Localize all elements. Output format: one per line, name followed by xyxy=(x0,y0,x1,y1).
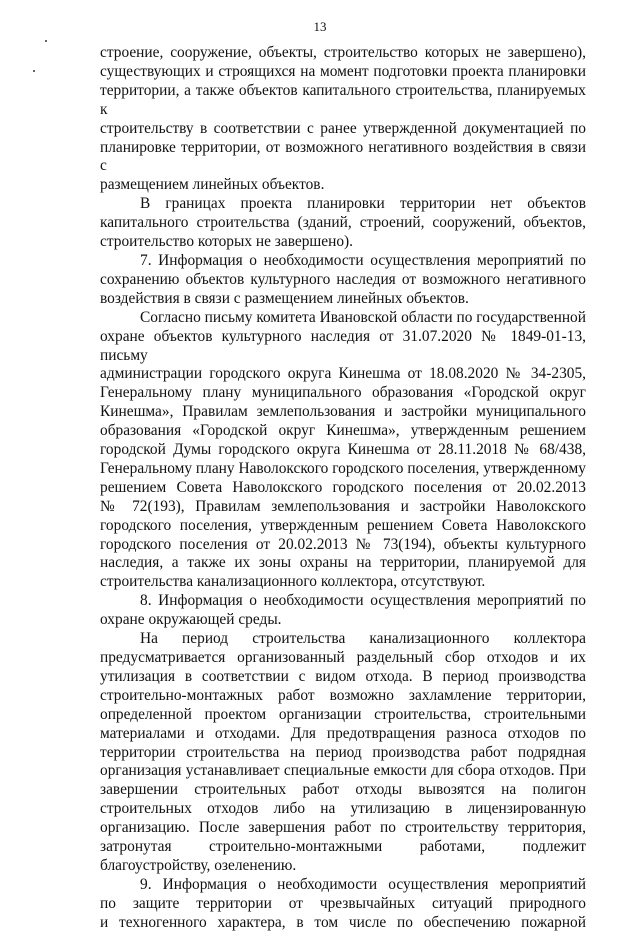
paragraph: Согласно письму комитета Ивановской области по государственной xyxy=(140,308,586,326)
paragraph: организацию. После завершения работ по строительству территория, xyxy=(100,819,586,837)
paragraph: затронутая строительно-монтажными работами, подлежит xyxy=(100,838,586,856)
paragraph: завершении строительных работ отходы вывозятся на полигон xyxy=(100,781,586,799)
paragraph: определенной проектом организации строительства, строительными xyxy=(100,705,586,723)
paragraph: строение, сооружение, объекты, строительство которых не завершено), xyxy=(100,44,586,61)
section-heading: по защите территории от чрезвычайных ситуаций природного xyxy=(100,894,586,912)
paragraph: размещением линейных объектов. xyxy=(100,176,325,194)
paragraph: благоустройству, озеленению. xyxy=(100,856,297,874)
paragraph: строительства канализационного коллектора, отсутствуют. xyxy=(100,573,486,591)
paragraph: № 72(193), Правилам землепользования и застройки Наволокского xyxy=(100,497,586,515)
paragraph: строительству в соответствии с ранее утвержденной документацией по xyxy=(100,119,586,137)
paragraph: Генеральному плану Наволокского городского поселения, утвержденному xyxy=(100,459,586,477)
section-heading: охране окружающей среды. xyxy=(100,611,282,629)
paragraph: В границах проекта планировки территории нет объектов xyxy=(140,195,586,213)
page-number: 13 xyxy=(313,19,327,34)
paragraph: строительно-монтажных работ возможно захламление территории, xyxy=(100,686,586,704)
paragraph: Кинешма», Правилам землепользования и застройки муниципального xyxy=(100,403,586,421)
section-heading: 8. Информация о необходимости осуществления мероприятий по xyxy=(140,592,586,610)
paragraph: решением Совета Наволокского городского поселения от 20.02.2013 xyxy=(100,478,586,496)
paragraph: предусматривается организованный раздельный сбор отходов и их xyxy=(100,649,586,666)
paragraph: строительных отходов либо на утилизацию в лицензированную xyxy=(100,800,586,818)
paragraph: На период строительства канализационного коллектора xyxy=(140,630,586,648)
paragraph: городского поселения от 20.02.2013 № 73(194), объекты культурного xyxy=(100,535,586,553)
paragraph: Генеральному плану муниципального образования «Городской округ xyxy=(100,384,586,402)
document-body xyxy=(100,44,586,933)
paragraph: администрации городского округа Кинешма от 18.08.2020 № 34-2305, xyxy=(100,365,586,383)
paragraph: организация устанавливает специальные емкости для сбора отходов. При xyxy=(100,762,586,780)
section-heading: и техногенного характера, в том числе по обеспечению пожарной xyxy=(100,913,586,931)
paragraph: охране объектов культурного наследия от 31.07.2020 № 1849-01-13, письму xyxy=(100,327,586,364)
paragraph: образования «Городской округ Кинешма», утвержденным решением xyxy=(100,422,586,440)
section-heading: 9. Информация о необходимости осуществления мероприятий xyxy=(140,875,586,893)
paragraph: городской Думы городского округа Кинешма от 28.11.2018 № 68/438, xyxy=(100,441,586,459)
paragraph: капитального строительства (зданий, строений, сооружений, объектов, xyxy=(100,214,586,232)
scan-speck xyxy=(33,70,35,72)
section-heading: 7. Информация о необходимости осуществления мероприятий по xyxy=(140,251,586,269)
scan-speck xyxy=(45,40,47,42)
section-heading: воздействия в связи с размещением линейных объектов. xyxy=(100,289,469,307)
paragraph: строительство которых не завершено). xyxy=(100,233,353,251)
paragraph: наследия, а также их зоны охраны на территории, планируемой для xyxy=(100,554,586,572)
paragraph: городского поселения, утвержденным решением Совета Наволокского xyxy=(100,516,586,534)
paragraph: планировке территории, от возможного негативного воздействия в связи с xyxy=(100,138,586,175)
paragraph: территории строительства на период производства работ подрядная xyxy=(100,743,586,761)
paragraph: территории, а также объектов капитального строительства, планируемых к xyxy=(100,81,586,118)
paragraph: материалами и отходами. Для предотвращения разноса отходов по xyxy=(100,724,586,742)
paragraph: утилизация в соответствии с видом отхода. В период производства xyxy=(100,667,586,685)
section-heading: сохранению объектов культурного наследия от возможного негативного xyxy=(100,270,586,288)
paragraph: существующих и строящихся на момент подготовки проекта планировки xyxy=(100,62,586,80)
